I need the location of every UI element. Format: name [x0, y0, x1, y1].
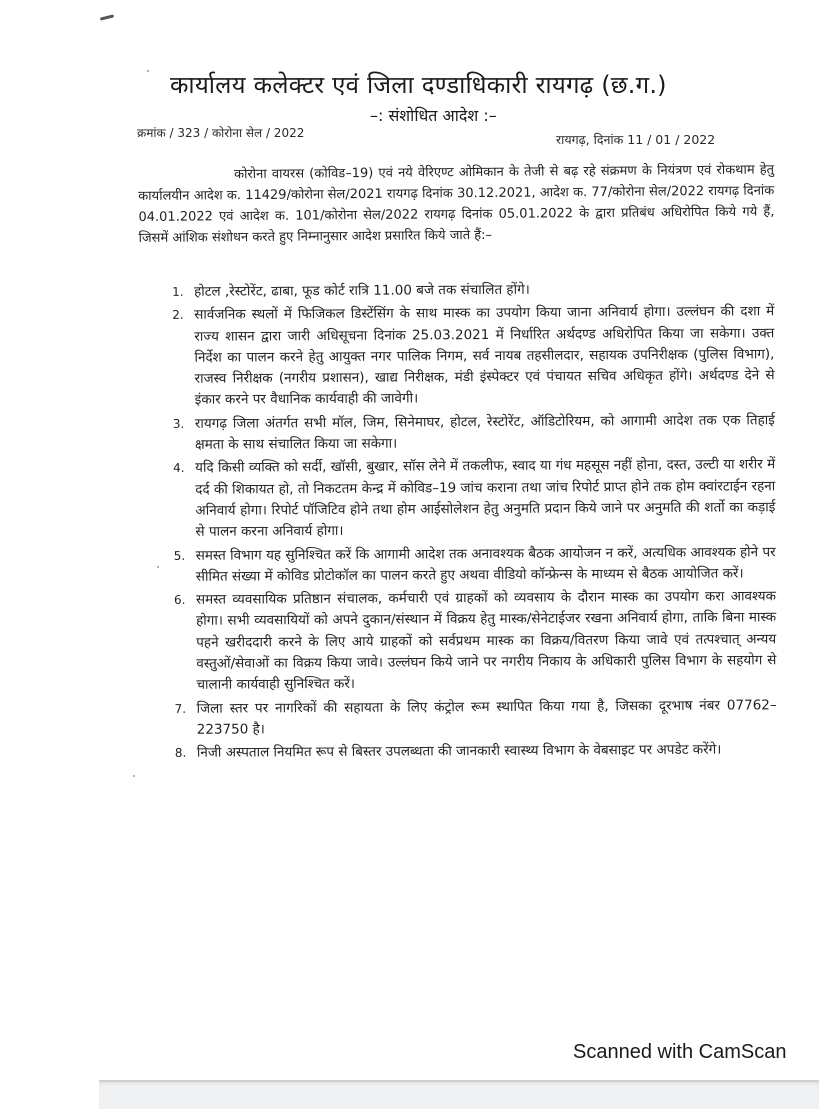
order-item-8 — [163, 739, 777, 764]
order-text: निजी अस्पताल नियमित रूप से बिस्तर उपलब्धता की जानकारी स्वास्थ्य विभाग के वेबसाइट पर अपडेट करेंगे। — [196, 741, 722, 762]
order-number: 1. — [172, 284, 184, 299]
intro-paragraph: कोरोना वायरस (कोविड–19) एवं नये वेरिएण्ट ओमिकान के तेजी से बढ़ रहे संक्रमण के नियंत्रण एवं रोकथाम हेतु कार्यालयीन आदेश क. 11429/कोरोना सेल/2021 रायगढ़ दिनांक 30.12.2021, आदेश क. 77/कोरोना सेल/2022 रायगढ़ दिनांक 04.01.2022 एवं आदेश क. 101/कोरोना सेल/2022 रायगढ़ दिनांक 05.01.2022 के द्वारा प्रतिबंध अधिरोपित किये गये हैं, जिसमें आंशिक संशोधन करते हुए निम्नानुसार आदेश प्रसारित किये जाते हैं:– — [138, 162, 775, 246]
camscanner-watermark: Scanned with CamScan — [573, 1041, 787, 1063]
scan-pen-mark — [100, 14, 114, 20]
order-list — [160, 278, 777, 766]
order-item-7 — [163, 695, 777, 741]
order-number: 5. — [173, 548, 186, 563]
order-text: होटल ,रेस्टोरेंट, ढाबा, फूड कोर्ट रात्रि 11.00 बजे तक संचालित होंगे। — [194, 281, 530, 300]
order-subtitle: –: संशोधित आदेश :– — [370, 106, 497, 125]
order-text: जिला स्तर पर नागरिकों की सहायता के लिए कंट्रोल रूम स्थापित किया गया है, जिसका दूरभाष नंबर 07762–223750 है। — [196, 696, 777, 738]
scan-speck — [157, 566, 159, 568]
scan-speck — [147, 70, 149, 72]
scan-speck — [133, 775, 135, 777]
order-item-4 — [161, 455, 776, 544]
order-item-3 — [161, 410, 775, 456]
order-number: 4. — [173, 461, 185, 476]
order-text: समस्त व्यवसायिक प्रतिष्ठान संचालक, कर्मचारी एवं ग्राहकों को व्यवसाय के दौरान मास्क का उपयोग करा आवश्यक होगा। सभी व्यवसायियों को अपने दुकान/संस्थान में विक्रय हेतु मास्क/सेनेटाईजर रखना अनिवार्य होगा, ताकि बिना मास्क पहने खरीददारी करने के लिए आये ग्राहकों को सर्वप्रथम मास्क का विक्रय/वितरण किया जावे एवं तत्पश्चात् अन्यय वस्तुओं/सेवाओं का विक्रय किया जावे। उल्लंघन किये जाने पर नगरीय निकाय के अधिकारी पुलिस विभाग के सहयोग से चालानी कार्यवाही सुनिश्चित करें। — [195, 588, 777, 694]
order-number: 2. — [172, 308, 184, 323]
order-number: 6. — [173, 593, 186, 608]
order-text: समस्त विभाग यह सुनिश्चित करें कि आगामी आदेश तक अनावश्यक बैठक आयोजन न करें, अत्यधिक आवश्यक होने पर सीमित संख्या में कोविड प्रोटोकॉल का पालन करते हुए अथवा वीडियो कॉन्फ्रेन्स के माध्यम से बैठक आयोजित करें। — [195, 543, 776, 585]
order-text: यदि किसी व्यक्ति को सर्दी, खॉसी, बुखार, सॉस लेने में तकलीफ, स्वाद या गंध महसूस नहीं होना, दस्त, उल्टी या शरीर में दर्द की शिकायत हो, तो निकटतम केन्द्र में कोविड–19 जांच कराना तथा जांच रिपोर्ट प्राप्त होने तक होम क्वांरटाईन रहना अनिवार्य होगा। रिपोर्ट पॉजिटिव होने तथा होम आईसोलेशन हेतु अनुमति प्रदान किये जाने पर अनुमति की शर्तो का कड़ाई से पालन करना अनिवार्य होगा। — [195, 456, 776, 541]
order-text: सार्वजनिक स्थलों में फिजिकल डिस्टेंसिंग के साथ मास्क का उपयोग किया जाना अनिवार्य होगा। उल्लंघन की दशा में राज्य शासन द्वारा जारी अधिसूचना दिनांक 25.03.2021 में निर्धारित अर्थदण्ड अधिरोपित किया जा सकेगा। उक्त निर्देश का पालन करने हेतु आयुक्त नगर पालिक निगम, सर्व नायब तहसीलदार, सहायक उपनिरीक्षक (पुलिस विभाग), राजस्व निरीक्षक (नगरीय प्रशासन), खाद्य निरीक्षक, मंडी इंस्पेक्टर एवं पंचायत सचिव अधिकृत होंगे। अर्थदण्ड देने से इंकार करने पर वैधानिक कार्यवाही की जावेगी। — [194, 303, 775, 409]
order-text: रायगढ़ जिला अंतर्गत सभी मॉल, जिम, सिनेमाघर, होटल, रेस्टोरेंट, ऑडिटोरियम, को आगामी आदेश तक एक तिहाई क्षमता के साथ संचालित किया जा सकेगा। — [194, 412, 775, 453]
order-item-1 — [160, 278, 774, 303]
place-date: रायगढ़, दिनांक 11 / 01 / 2022 — [556, 132, 716, 147]
order-number: 8. — [174, 746, 187, 761]
order-item-2 — [160, 302, 775, 412]
order-item-6 — [162, 586, 777, 696]
reference-number: क्रमांक / 323 / कोरोना सेल / 2022 — [137, 126, 305, 140]
order-item-5 — [162, 542, 776, 588]
order-number: 3. — [172, 416, 185, 431]
viewer-bottom-bar — [99, 1080, 819, 1109]
order-number: 7. — [174, 701, 187, 716]
office-title: कार्यालय कलेक्टर एवं जिला दण्डाधिकारी रायगढ़ (छ.ग.) — [170, 71, 667, 99]
